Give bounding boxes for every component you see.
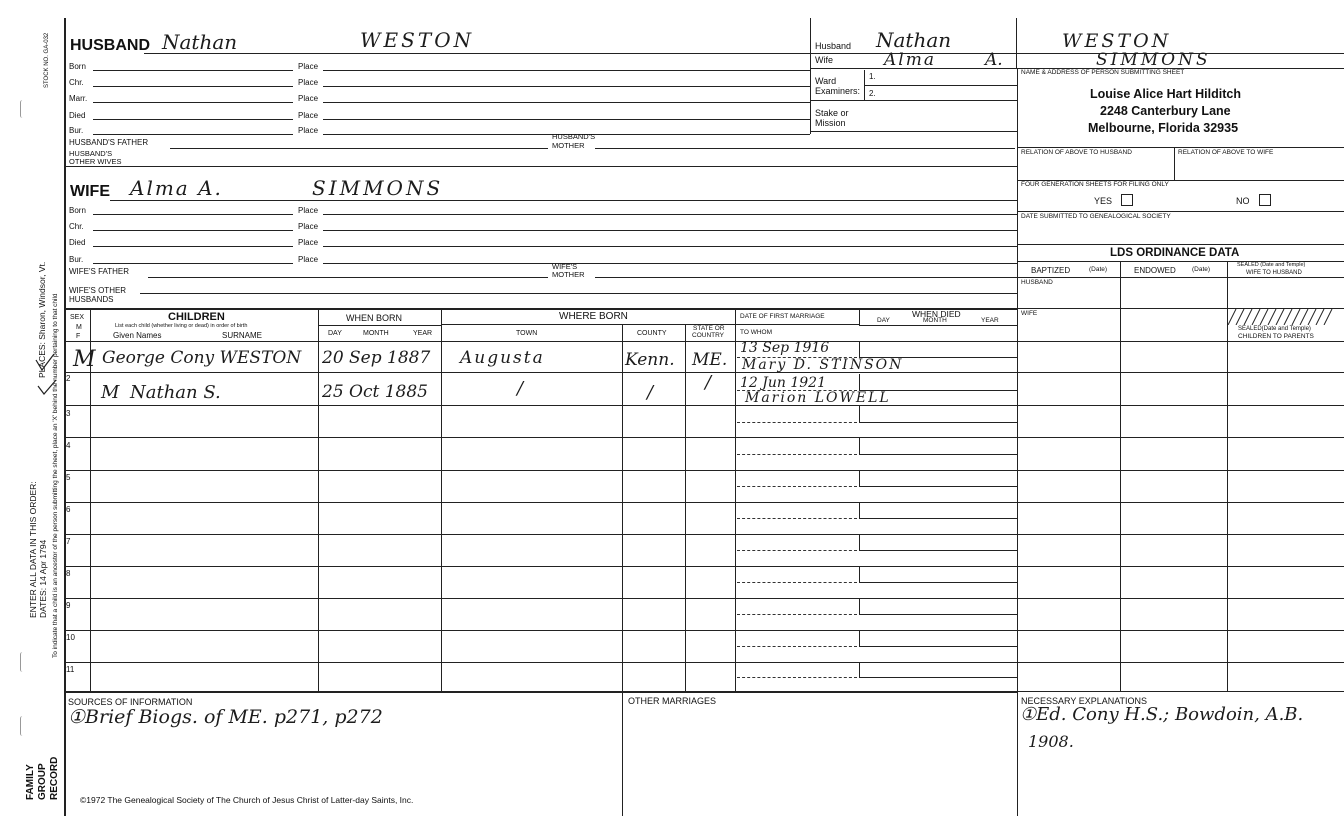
state-label-2: COUNTRY [692, 332, 725, 339]
right-husband-surname: WESTON [1062, 30, 1172, 52]
wife-born-label: Born [69, 206, 86, 215]
row-number: 11 [66, 665, 75, 674]
died-month-label: MONTH [923, 317, 947, 324]
wife-bur-label: Bur. [69, 255, 84, 264]
child-1-born: 20 Sep 1887 [322, 348, 431, 368]
right-husband-given: Nathan [876, 28, 952, 52]
town-label: TOWN [516, 330, 538, 337]
sex-label: SEX [70, 314, 85, 321]
sealed-wife-label-1: SEALED (Date and Temple) [1237, 262, 1306, 268]
husband-chr-place-label: Place [298, 78, 319, 87]
child-2-town: / [517, 378, 524, 399]
punch-mark [20, 716, 25, 736]
husband-marr-label: Marr. [69, 94, 88, 103]
explanations-text-1: ①Ed. Cony H.S.; Bowdoin, A.B. [1020, 704, 1304, 725]
right-wife-middle: A. [985, 50, 1003, 70]
husband-surname: WESTON [360, 28, 475, 52]
husbands-father-label: HUSBAND'S FATHER [69, 138, 149, 147]
child-1-spouse: Mary D. STINSON [742, 357, 904, 373]
form-title-family: FAMILY [25, 764, 36, 800]
dates-note: DATES: 14 Apr 1794 [38, 539, 48, 618]
child-2-born: 25 Oct 1885 [322, 382, 428, 402]
child-2-state: / [705, 372, 712, 393]
child-1-town: Augusta [460, 348, 545, 368]
wifes-other-husbands-label-1: WIFE'S OTHER [69, 286, 127, 295]
husbands-other-wives-label-2: OTHER WIVES [69, 157, 122, 166]
row-number: 3 [66, 409, 71, 418]
born-year-label: YEAR [413, 330, 433, 337]
examiner-1-label: 1. [869, 72, 876, 81]
stock-number: STOCK NO. GA-032 [44, 32, 50, 88]
husband-bur-place-label: Place [298, 126, 319, 135]
enter-order-note: ENTER ALL DATA IN THIS ORDER: [28, 481, 38, 618]
died-day-label: DAY [877, 317, 890, 324]
born-day-label: DAY [328, 330, 342, 337]
county-label: COUNTY [637, 330, 667, 337]
where-born-label: WHERE BORN [559, 311, 628, 322]
yes-checkbox[interactable] [1121, 194, 1133, 206]
sources-text: ①Brief Biogs. of ME. p271, p272 [68, 706, 383, 728]
husbands-mother-label-2: MOTHER [552, 141, 585, 150]
row-number: 4 [66, 441, 71, 450]
endowed-date-label: (Date) [1192, 266, 1211, 273]
child-2-spouse: Marion LOWELL [745, 390, 891, 406]
sources-label: SOURCES OF INFORMATION [68, 697, 193, 707]
wifes-mother-label-1: WIFE'S [552, 262, 578, 271]
no-checkbox[interactable] [1259, 194, 1271, 206]
child-1-name: George Cony WESTON [102, 348, 302, 368]
ward-label: Ward [815, 76, 837, 86]
four-gen-label: FOUR GENERATION SHEETS FOR FILING ONLY [1021, 181, 1169, 188]
stake-label: Stake or [815, 108, 849, 118]
wife-born-place-label: Place [298, 206, 319, 215]
husband-bur-label: Bur. [69, 126, 84, 135]
sealed-children-label-1: SEALED(Date and Temple) [1238, 326, 1311, 332]
husband-given-name: Nathan [162, 30, 238, 54]
submitter-city: Melbourne, Florida 32935 [1088, 121, 1239, 135]
punch-mark [20, 100, 25, 118]
row-number: 2 [66, 374, 71, 383]
surname-label: SURNAME [222, 331, 263, 340]
child-1-marr-date: 13 Sep 1916 [740, 340, 830, 356]
children-title: CHILDREN [168, 311, 225, 323]
died-year-label: YEAR [981, 317, 999, 324]
wife-chr-place-label: Place [298, 222, 319, 231]
hatched-area [1228, 309, 1333, 325]
row-number: 10 [66, 633, 75, 642]
husbands-other-wives-label-1: HUSBAND'S [69, 149, 113, 158]
wifes-other-husbands-label-2: HUSBANDS [69, 295, 114, 304]
child-1-county: Kenn. [625, 350, 675, 370]
lds-wife-label: WIFE [1021, 310, 1038, 317]
copyright: ©1972 The Genealogical Society of The Church of Jesus Christ of Latter-day Saints, Inc. [80, 795, 414, 805]
state-label-1: STATE OR [693, 325, 725, 332]
sex-f-label: F [76, 333, 81, 340]
to-whom-label: TO WHOM [740, 329, 773, 336]
row-number: 8 [66, 569, 71, 578]
row-number: 9 [66, 601, 71, 610]
wife-surname: SIMMONS [312, 176, 444, 200]
wife-bur-place-label: Place [298, 255, 319, 264]
form-title-record: RECORD [49, 756, 60, 800]
lds-title: LDS ORDINANCE DATA [1110, 247, 1240, 259]
right-wife-given: Alma [884, 50, 936, 70]
examiner-2-label: 2. [869, 89, 876, 98]
child-2-county: / [647, 382, 654, 403]
check-mark-icon [34, 352, 60, 398]
right-wife-label: Wife [815, 55, 833, 65]
husband-label: HUSBAND [70, 37, 150, 54]
husbands-mother-label-1: HUSBAND'S [552, 132, 596, 141]
explanations-label: NECESSARY EXPLANATIONS [1021, 696, 1148, 706]
baptized-date-label: (Date) [1089, 266, 1108, 273]
submitter-name: Louise Alice Hart Hilditch [1090, 87, 1241, 101]
endowed-label: ENDOWED [1134, 266, 1176, 275]
row-number: 7 [66, 537, 71, 546]
punch-mark [20, 652, 25, 672]
relation-wife-label: RELATION OF ABOVE TO WIFE [1178, 149, 1274, 156]
when-born-label: WHEN BORN [346, 313, 402, 323]
husband-died-place-label: Place [298, 111, 319, 120]
wife-label: WIFE [70, 183, 110, 200]
when-died-label: WHEN DIED [912, 309, 961, 319]
sealed-children-label-2: CHILDREN TO PARENTS [1238, 333, 1314, 340]
child-2-marr-date: 12 Jun 1921 [740, 375, 826, 391]
given-names-label: Given Names [113, 331, 162, 340]
form-title-group: GROUP [37, 763, 48, 800]
wife-given-name: Alma A. [130, 176, 223, 200]
child-1-state: ME. [692, 350, 728, 370]
right-husband-label: Husband [815, 41, 852, 51]
husband-chr-label: Chr. [69, 78, 84, 87]
mission-label: Mission [815, 118, 846, 128]
row-number: 6 [66, 505, 71, 514]
date-submitted-label: DATE SUBMITTED TO GENEALOGICAL SOCIETY [1021, 213, 1171, 220]
places-note: PLACES: Sharon, Windsor, Vt. [37, 261, 47, 378]
wifes-father-label: WIFE'S FATHER [69, 267, 130, 276]
wifes-mother-label-2: MOTHER [552, 270, 585, 279]
child-2-sex: M [101, 382, 120, 403]
baptized-label: BAPTIZED [1031, 266, 1071, 275]
row-number: 5 [66, 473, 71, 482]
submitter-street: 2248 Canterbury Lane [1100, 104, 1231, 118]
sealed-wife-label-2: WIFE TO HUSBAND [1246, 270, 1302, 276]
ancestor-instruction: To indicate that a child is an ancestor of the person submitting the sheet, place an 'X' behind the number pertaining to that child [52, 293, 59, 658]
no-label: NO [1236, 196, 1250, 206]
child-2-name: Nathan S. [130, 382, 221, 403]
child-1-sex: M [73, 347, 96, 372]
husband-marr-place-label: Place [298, 94, 319, 103]
husband-born-place-label: Place [298, 62, 319, 71]
first-marriage-label: DATE OF FIRST MARRIAGE [740, 313, 825, 320]
explanations-text-2: 1908. [1028, 732, 1074, 751]
wife-died-place-label: Place [298, 238, 319, 247]
yes-label: YES [1094, 196, 1113, 206]
sex-m-label: M [76, 324, 82, 331]
husband-died-label: Died [69, 111, 86, 120]
wife-died-label: Died [69, 238, 86, 247]
examiners-label: Examiners: [815, 86, 861, 96]
husband-born-label: Born [69, 62, 86, 71]
wife-chr-label: Chr. [69, 222, 84, 231]
lds-husband-label: HUSBAND [1021, 279, 1053, 286]
other-marriages-label: OTHER MARRIAGES [628, 696, 717, 706]
relation-husband-label: RELATION OF ABOVE TO HUSBAND [1021, 149, 1132, 156]
submitter-label: NAME & ADDRESS OF PERSON SUBMITTING SHEET [1021, 69, 1185, 76]
children-instruction: List each child (whether living or dead) in order of birth [115, 323, 248, 329]
right-wife-surname: SIMMONS [1096, 50, 1211, 70]
born-month-label: MONTH [363, 330, 389, 337]
